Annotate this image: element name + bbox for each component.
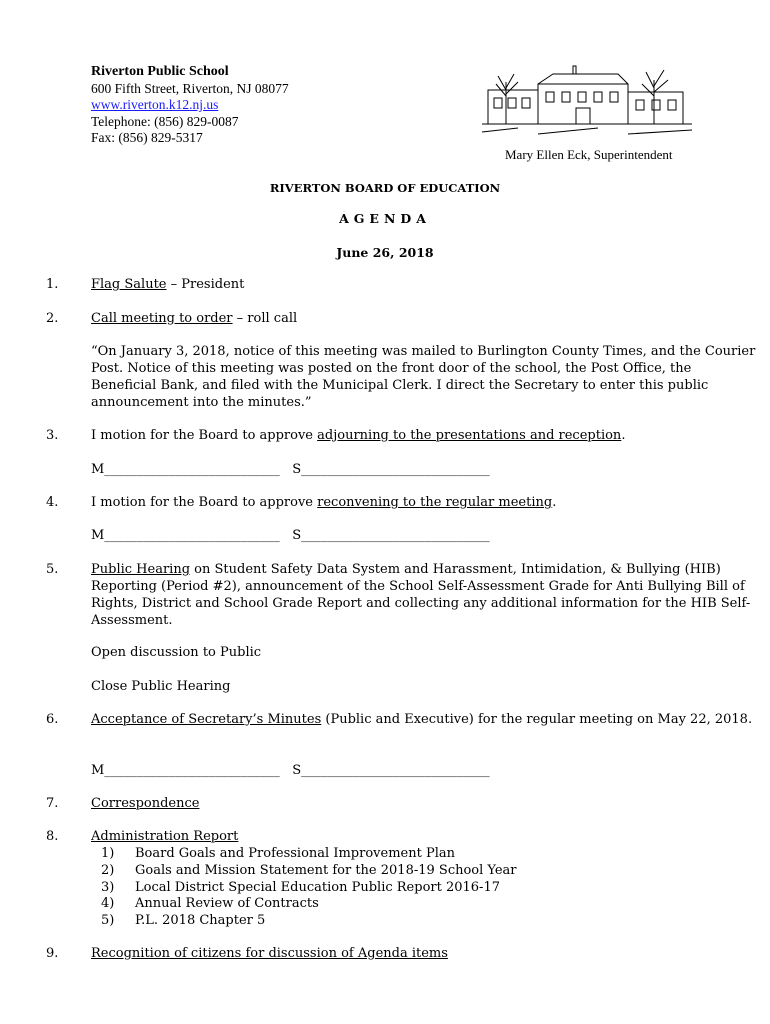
reconvene-motion-link: reconvening to the regular meeting bbox=[317, 495, 553, 510]
motion-second-blanks: M___________________________ S_____________________________ bbox=[91, 462, 490, 477]
call-to-order-link: Call meeting to order bbox=[91, 311, 233, 326]
item-number: 4. bbox=[46, 495, 59, 510]
admin-report-subitem bbox=[91, 845, 455, 862]
public-hearing-link: Public Hearing bbox=[91, 562, 191, 577]
item-text: – President bbox=[166, 277, 245, 292]
subitem-text: Board Goals and Professional Improvement Plan bbox=[135, 846, 455, 861]
correspondence-link: Correspondence bbox=[91, 796, 200, 811]
flag-salute-link: Flag Salute bbox=[91, 277, 167, 292]
motion-second-blanks: M___________________________ S_____________________________ bbox=[91, 528, 490, 543]
school-telephone: Telephone: (856) 829-0087 bbox=[91, 113, 239, 129]
superintendent-name: Mary Ellen Eck, Superintendent bbox=[505, 147, 673, 162]
admin-report-subitem bbox=[91, 879, 500, 896]
school-website-link[interactable]: www.riverton.k12.nj.us bbox=[91, 97, 219, 112]
school-address: 600 Fifth Street, Riverton, NJ 08077 bbox=[91, 80, 289, 96]
item-text: I motion for the Board to approve bbox=[91, 495, 318, 510]
item-number: 7. bbox=[46, 796, 59, 811]
subitem-number: 1) bbox=[101, 846, 115, 861]
admin-report-subitem bbox=[91, 862, 517, 879]
close-hearing-text: Close Public Hearing bbox=[91, 679, 231, 694]
administration-report-link: Administration Report bbox=[91, 829, 239, 844]
open-discussion-text: Open discussion to Public bbox=[91, 645, 262, 660]
item-number: 1. bbox=[46, 277, 59, 292]
admin-report-subitem bbox=[91, 912, 265, 929]
agenda-title: AGENDA bbox=[339, 211, 431, 226]
school-fax: Fax: (856) 829-5317 bbox=[91, 130, 203, 145]
item-punct: . bbox=[621, 428, 626, 443]
item-number: 9. bbox=[46, 946, 59, 961]
item-text: I motion for the Board to approve bbox=[91, 428, 318, 443]
motion-second-blanks: M___________________________ S_____________________________ bbox=[91, 763, 490, 778]
notice-quote: “On January 3, 2018, notice of this meeting was mailed to Burlington County Times, and the Courier Post. Notice of this meeting was posted on the front door of the school, the Post Office, the Beneficial Bank, and filed with the Municipal Clerk. I direct the Secretary to enter this public announcement into the minutes.” bbox=[91, 344, 756, 410]
subitem-text: P.L. 2018 Chapter 5 bbox=[135, 913, 266, 928]
school-name: Riverton Public School bbox=[91, 64, 229, 79]
subitem-number: 5) bbox=[101, 913, 115, 928]
item-number: 8. bbox=[46, 829, 59, 844]
item-number: 3. bbox=[46, 428, 59, 443]
board-title: RIVERTON BOARD OF EDUCATION bbox=[269, 181, 501, 195]
item-number: 2. bbox=[46, 311, 59, 326]
letterhead bbox=[91, 64, 289, 147]
school-building-logo bbox=[478, 62, 696, 140]
adjourn-motion-link: adjourning to the presentations and reception bbox=[317, 428, 622, 443]
admin-report-subitem bbox=[91, 895, 319, 912]
subitem-text: Goals and Mission Statement for the 2018-19 School Year bbox=[135, 863, 517, 878]
citizen-recognition-link: Recognition of citizens for discussion of Agenda items bbox=[91, 946, 448, 961]
item-text: – roll call bbox=[232, 311, 298, 326]
subitem-number: 4) bbox=[101, 896, 115, 911]
minutes-acceptance-link: Acceptance of Secretary’s Minutes bbox=[91, 712, 322, 727]
subitem-number: 3) bbox=[101, 880, 115, 895]
subitem-text: Local District Special Education Public Report 2016-17 bbox=[135, 880, 500, 895]
subitem-text: Annual Review of Contracts bbox=[135, 896, 319, 911]
meeting-date: June 26, 2018 bbox=[336, 245, 434, 260]
subitem-number: 2) bbox=[101, 863, 115, 878]
item-number: 5. bbox=[46, 562, 59, 577]
item-text: on Student Safety Data System and Harassment, Intimidation, & Bullying (HIB) Reporting (Period #2), announcement of the School Self-Assessment Grade for Anti Bullying Bill of Rights, District and School Grade Report and collecting any additional information for the HIB Self-Assessment. bbox=[91, 562, 751, 628]
item-punct: . bbox=[552, 495, 557, 510]
item-number: 6. bbox=[46, 712, 59, 727]
item-text: (Public and Executive) for the regular meeting on May 22, 2018. bbox=[321, 712, 753, 727]
